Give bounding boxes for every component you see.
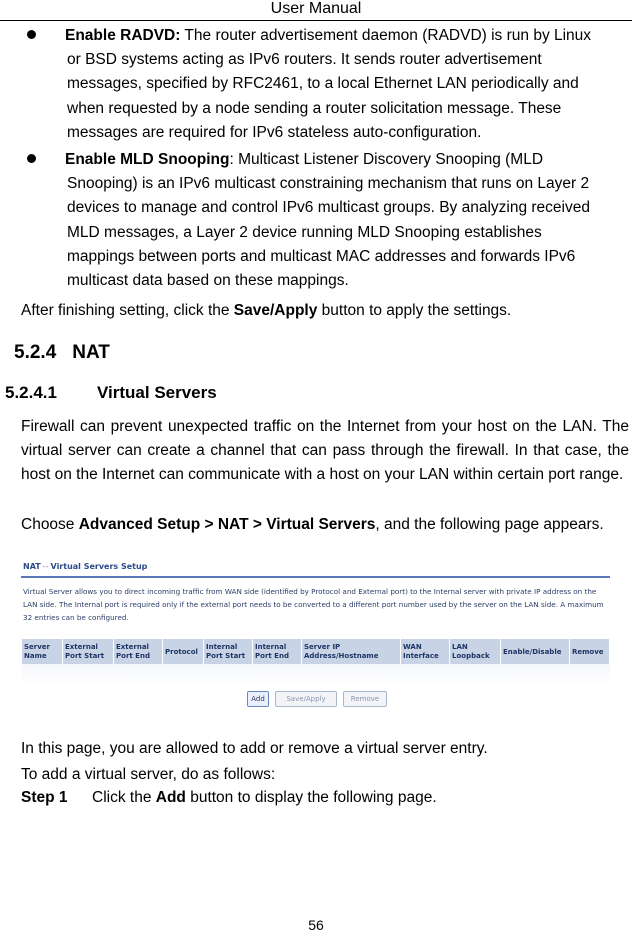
bullet-text: when requested by a node sending a router solicitation message. These [67,99,562,117]
column-header: Internal Port Start [204,639,253,666]
subsection-heading: 5.2.4.1 Virtual Servers [5,383,217,402]
screenshot-description: Virtual Server allows you to direct incoming traffic from WAN side (identified by Protocol and External port) to the Internal server with private IP address on the LAN side. The Internal port is required only if the external port needs to be converted to a different port number used by the server on the LAN side. A maximum 32 entries can be configured. [23,587,604,622]
instruction-text: To add a virtual server, do as follows: [21,766,276,783]
screenshot-button-bar [247,691,387,707]
bullet-text: mappings between ports and multicast MAC addresses and forwards IPv6 [67,247,576,265]
column-header: Server IP Address/Hostname [302,639,401,666]
section-heading: 5.2.4 NAT [14,342,110,363]
bullet-text: messages are required for IPv6 stateless auto-configuration. [67,123,482,141]
column-header: Internal Port End [253,639,302,666]
add-button[interactable]: Add [247,691,269,707]
page-number: 56 [308,917,324,933]
bullet-enable-mld-snooping [20,148,630,293]
save-apply-term: Save/Apply [233,302,318,319]
step-label: Step 1 [21,789,68,806]
column-header: Server Name [22,639,63,666]
column-header: Enable/Disable [501,639,570,666]
column-header: External Port Start [63,639,114,666]
save-apply-button[interactable]: Save/Apply [275,691,337,707]
column-header: WAN Interface [401,639,450,666]
title-divider [21,576,610,578]
step-1: Step 1 Click the Add button to display the following page. [21,789,437,806]
after-screenshot-text: In this page, you are allowed to add or remove a virtual server entry. [21,740,488,757]
after-setting-text: After finishing setting, click the Save/Apply button to apply the settings. [21,302,512,319]
bullet-dot-icon [27,30,36,39]
bullet-term: Enable MLD Snooping [65,151,230,168]
bullet-enable-radvd [20,24,630,145]
screenshot-title: NAT -- Virtual Servers Setup [23,562,148,571]
bullet-text: or BSD systems acting as IPv6 routers. It sends router advertisement [67,51,542,69]
bullet-text: The router advertisement daemon (RADVD) is run by Linux [180,27,592,44]
choose-paragraph: Choose Advanced Setup > NAT > Virtual Servers, and the following page appears. [21,516,604,533]
bullet-dot-icon [27,154,36,163]
bullet-text: devices to manage and control IPv6 multicast groups. By analyzing received [67,199,590,217]
column-header: Protocol [163,639,204,666]
virtual-servers-table [21,638,610,666]
table-empty-area [21,664,610,686]
remove-button[interactable]: Remove [343,691,387,707]
bullet-text: messages, specified by RFC2461, to a local Ethernet LAN periodically and [67,75,579,93]
page-header: User Manual [0,0,632,21]
bullet-text: multicast data based on these mappings. [67,272,349,290]
column-header: Remove [570,639,610,666]
virtual-servers-screenshot [21,559,610,711]
add-term: Add [155,789,186,806]
table-header-row [22,639,610,666]
bullet-text: MLD messages, a Layer 2 device running MLD Snooping establishes [67,223,542,241]
column-header: LAN Loopback [450,639,501,666]
intro-paragraph: Firewall can prevent unexpected traffic on the Internet from your host on the LAN. The virtual server can create a channel that can pass through the firewall. In that case, the host on the Internet can communicate with a host on your LAN within certain port range. [21,418,629,483]
bullet-text: : Multicast Listener Discovery Snooping (MLD [229,151,544,168]
menu-path: Advanced Setup > NAT > Virtual Servers [78,516,376,533]
column-header: External Port End [114,639,163,666]
bullet-term: Enable RADVD: [65,27,181,44]
bullet-text: Snooping) is an IPv6 multicast constraining mechanism that runs on Layer 2 [67,175,590,193]
